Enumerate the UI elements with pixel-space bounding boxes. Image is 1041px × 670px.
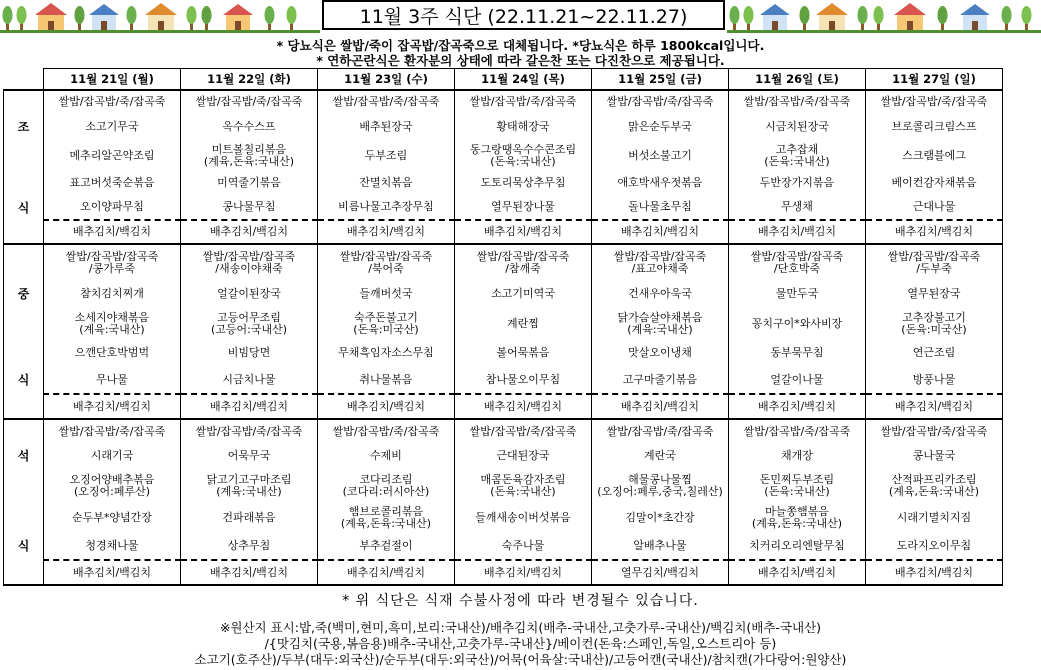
menu-item: 배추김치/백김치 bbox=[181, 560, 318, 585]
menu-item: 상추무침 bbox=[181, 532, 318, 560]
page-title: 11월 3주 식단 (22.11.21~22.11.27) bbox=[322, 0, 725, 30]
menu-item: 볼어묵볶음 bbox=[455, 340, 592, 366]
house-icon bbox=[35, 3, 67, 30]
meal-label-spacer bbox=[4, 394, 44, 419]
breakfast-row bbox=[4, 220, 1003, 244]
menu-item: 열무된장국 bbox=[866, 280, 1003, 308]
menu-item: 애호박새우젓볶음 bbox=[592, 170, 729, 195]
menu-item: 콩나물국 bbox=[866, 443, 1003, 469]
day-header: 11월 27일 (일) bbox=[866, 69, 1003, 91]
menu-item: 참나물오이무침 bbox=[455, 366, 592, 394]
menu-item: 순두부*양념간장 bbox=[44, 503, 181, 532]
menu-item: 쌀밥/잡곡밥/죽/잡곡죽 bbox=[318, 419, 455, 443]
dinner-row bbox=[4, 469, 1003, 503]
lunch-row bbox=[4, 280, 1003, 308]
menu-item: 들깨버섯국 bbox=[318, 280, 455, 308]
village-banner-right bbox=[727, 0, 1041, 36]
breakfast-row bbox=[4, 195, 1003, 220]
menu-item: 무나물 bbox=[44, 366, 181, 394]
menu-item: 배추김치/백김치 bbox=[729, 394, 866, 419]
menu-item: 시래기국 bbox=[44, 443, 181, 469]
menu-item: 배추김치/백김치 bbox=[318, 394, 455, 419]
tree-icon bbox=[744, 6, 754, 30]
menu-item: 오징어양배추볶음 (오징어:페루산) bbox=[44, 469, 181, 503]
tree-icon bbox=[800, 6, 810, 30]
tree-icon bbox=[287, 6, 297, 30]
menu-item: 도토리묵상추무침 bbox=[455, 170, 592, 195]
menu-item: 배추김치/백김치 bbox=[729, 560, 866, 585]
menu-item: 쌀밥/잡곡밥/죽/잡곡죽 bbox=[866, 90, 1003, 112]
menu-item: 동부묵무침 bbox=[729, 340, 866, 366]
menu-item: 맛살오이냉채 bbox=[592, 340, 729, 366]
tree-icon bbox=[874, 6, 884, 30]
meal-label-spacer bbox=[4, 560, 44, 585]
menu-item: 쌀밥/잡곡밥/죽/잡곡죽 bbox=[455, 419, 592, 443]
menu-item: 채개장 bbox=[729, 443, 866, 469]
lunch-row bbox=[4, 394, 1003, 419]
dinner-row bbox=[4, 443, 1003, 469]
menu-item: 부추겉절이 bbox=[318, 532, 455, 560]
menu-item: 잔멸치볶음 bbox=[318, 170, 455, 195]
day-header: 11월 26일 (토) bbox=[729, 69, 866, 91]
menu-item: 배추김치/백김치 bbox=[318, 220, 455, 244]
notice-diabetic: * 당뇨식은 쌀밥/죽이 잡곡밥/잡곡죽으로 대체됩니다. *당뇨식은 하루 1800kcal입니다. bbox=[276, 38, 765, 53]
meal-label-spacer bbox=[4, 170, 44, 195]
menu-item: 닭가슴살야채볶음 (계육:국내산) bbox=[592, 308, 729, 340]
menu-item: 동그랑땡옥수수콘조림 (돈육:국내산) bbox=[455, 141, 592, 170]
menu-item: 브로콜리크림스프 bbox=[866, 112, 1003, 141]
meal-label-spacer bbox=[4, 308, 44, 340]
menu-item: 취나물볶음 bbox=[318, 366, 455, 394]
menu-item: 배추김치/백김치 bbox=[455, 220, 592, 244]
menu-item: 배추김치/백김치 bbox=[181, 220, 318, 244]
menu-item: 시금치된장국 bbox=[729, 112, 866, 141]
menu-item: 돈민찌두부조림 (돈육:국내산) bbox=[729, 469, 866, 503]
tree-icon bbox=[202, 6, 212, 30]
menu-item: 오이양파무침 bbox=[44, 195, 181, 220]
menu-item: 햄브로콜리볶음 (계육,돈육:국내산) bbox=[318, 503, 455, 532]
menu-item: 연근조림 bbox=[866, 340, 1003, 366]
meal-label-spacer bbox=[4, 244, 44, 280]
house-icon bbox=[145, 3, 177, 30]
tree-icon bbox=[265, 6, 275, 30]
menu-item: 쌀밥/잡곡밥/잡곡죽 /표고야채죽 bbox=[592, 244, 729, 280]
day-header: 11월 23일 (수) bbox=[318, 69, 455, 91]
menu-item: 미역줄기볶음 bbox=[181, 170, 318, 195]
menu-item: 마늘쫑햄볶음 (계육,돈육:국내산) bbox=[729, 503, 866, 532]
menu-item: 도라지오이무침 bbox=[866, 532, 1003, 560]
weekly-menu-table bbox=[3, 68, 1003, 586]
menu-item: 어묵무국 bbox=[181, 443, 318, 469]
menu-item: 쌀밥/잡곡밥/잡곡죽 /새송이야채죽 bbox=[181, 244, 318, 280]
menu-item: 쌀밥/잡곡밥/잡곡죽 /참깨죽 bbox=[455, 244, 592, 280]
breakfast-row bbox=[4, 112, 1003, 141]
lunch-row bbox=[4, 366, 1003, 394]
day-header: 11월 22일 (화) bbox=[181, 69, 318, 91]
menu-item: 배추김치/백김치 bbox=[866, 220, 1003, 244]
menu-item: 배추김치/백김치 bbox=[455, 560, 592, 585]
meal-label-spacer bbox=[4, 503, 44, 532]
lunch-row bbox=[4, 340, 1003, 366]
menu-item: 무채흑임자소스무침 bbox=[318, 340, 455, 366]
meal-label-top: 조 bbox=[4, 112, 44, 141]
day-header: 11월 21일 (월) bbox=[44, 69, 181, 91]
menu-item: 알배추나물 bbox=[592, 532, 729, 560]
village-banner-left bbox=[0, 0, 320, 36]
menu-item: 시금치나물 bbox=[181, 366, 318, 394]
house-icon bbox=[894, 3, 926, 30]
menu-item: 시래기멸치지짐 bbox=[866, 503, 1003, 532]
menu-item: 비름나물고추장무침 bbox=[318, 195, 455, 220]
menu-item: 소고기무국 bbox=[44, 112, 181, 141]
menu-item: 스크램블에그 bbox=[866, 141, 1003, 170]
origin-line: /{맛김치(국용,볶음용)배추-국내산,고춧가루-국내산}/베이컨(돈육:스페인,독일,오스트리아 등) bbox=[264, 636, 777, 651]
menu-item: 숙주돈불고기 (돈육:미국산) bbox=[318, 308, 455, 340]
menu-item: 쌀밥/잡곡밥/죽/잡곡죽 bbox=[318, 90, 455, 112]
menu-item: 방풍나물 bbox=[866, 366, 1003, 394]
menu-item: 메추리알곤약조림 bbox=[44, 141, 181, 170]
meal-label-spacer bbox=[4, 90, 44, 112]
menu-item: 숙주나물 bbox=[455, 532, 592, 560]
origin-line: ※원산지 표시:밥,죽(백미,현미,흑미,보리:국내산)/배추김치(배추-국내산,고춧가루-국내산)/백김치(배추-국내산) bbox=[219, 620, 822, 635]
menu-item: 건새우아욱국 bbox=[592, 280, 729, 308]
tree-icon bbox=[75, 6, 85, 30]
meal-label-bottom: 식 bbox=[4, 366, 44, 394]
meal-label-top: 석 bbox=[4, 443, 44, 469]
menu-item: 배추김치/백김치 bbox=[866, 560, 1003, 585]
menu-item: 두반장가지볶음 bbox=[729, 170, 866, 195]
menu-item: 황태해장국 bbox=[455, 112, 592, 141]
day-header-row bbox=[4, 69, 1003, 91]
menu-item: 코다리조림 (코다리:러시아산) bbox=[318, 469, 455, 503]
menu-item: 표고버섯죽순볶음 bbox=[44, 170, 181, 195]
menu-item: 수제비 bbox=[318, 443, 455, 469]
menu-item: 배추김치/백김치 bbox=[181, 394, 318, 419]
menu-item: 근대나물 bbox=[866, 195, 1003, 220]
menu-item: 쌀밥/잡곡밥/잡곡죽 /북어죽 bbox=[318, 244, 455, 280]
tree-icon bbox=[1002, 6, 1012, 30]
tree-icon bbox=[17, 6, 27, 30]
meal-label-spacer bbox=[4, 469, 44, 503]
menu-item: 열무김치/백김치 bbox=[592, 560, 729, 585]
tree-icon bbox=[187, 6, 197, 30]
house-icon bbox=[760, 4, 790, 30]
house-icon bbox=[960, 4, 990, 30]
menu-item: 배추김치/백김치 bbox=[44, 220, 181, 244]
house-icon bbox=[816, 3, 848, 30]
menu-item: 배추김치/백김치 bbox=[866, 394, 1003, 419]
menu-item: 쌀밥/잡곡밥/죽/잡곡죽 bbox=[592, 419, 729, 443]
menu-item: 매콤돈육감자조림 (돈육:국내산) bbox=[455, 469, 592, 503]
menu-item: 쌀밥/잡곡밥/죽/잡곡죽 bbox=[729, 419, 866, 443]
menu-item: 계란찜 bbox=[455, 308, 592, 340]
menu-item: 물만두국 bbox=[729, 280, 866, 308]
menu-item: 고추잡채 (돈육:국내산) bbox=[729, 141, 866, 170]
menu-item: 꽁치구이*와사비장 bbox=[729, 308, 866, 340]
meal-label-top: 중 bbox=[4, 280, 44, 308]
lunch-row bbox=[4, 308, 1003, 340]
meal-label-spacer bbox=[4, 340, 44, 366]
day-header: 11월 25일 (금) bbox=[592, 69, 729, 91]
menu-item: 청경채나물 bbox=[44, 532, 181, 560]
menu-item: 배추김치/백김치 bbox=[729, 220, 866, 244]
menu-item: 배추김치/백김치 bbox=[44, 394, 181, 419]
dinner-row bbox=[4, 532, 1003, 560]
menu-item: 무생채 bbox=[729, 195, 866, 220]
menu-item: 치커리오리엔탈무침 bbox=[729, 532, 866, 560]
menu-item: 쌀밥/잡곡밥/죽/잡곡죽 bbox=[181, 90, 318, 112]
breakfast-row bbox=[4, 90, 1003, 112]
tree-icon bbox=[127, 6, 137, 30]
menu-item: 근대된장국 bbox=[455, 443, 592, 469]
tree-icon bbox=[938, 6, 948, 30]
menu-item: 쌀밥/잡곡밥/잡곡죽 /두부죽 bbox=[866, 244, 1003, 280]
menu-item: 쌀밥/잡곡밥/죽/잡곡죽 bbox=[729, 90, 866, 112]
day-header: 11월 24일 (목) bbox=[455, 69, 592, 91]
menu-item: 쌀밥/잡곡밥/죽/잡곡죽 bbox=[455, 90, 592, 112]
tree-icon bbox=[858, 6, 868, 30]
menu-item: 쌀밥/잡곡밥/죽/잡곡죽 bbox=[44, 419, 181, 443]
house-icon bbox=[223, 4, 253, 30]
menu-item: 얼갈이나물 bbox=[729, 366, 866, 394]
menu-item: 미트볼칠리볶음 (계육,돈육:국내산) bbox=[181, 141, 318, 170]
meal-label-spacer bbox=[4, 141, 44, 170]
menu-item: 고추장불고기 (돈육:미국산) bbox=[866, 308, 1003, 340]
menu-item: 콩나물무침 bbox=[181, 195, 318, 220]
menu-item: 소세지야채볶음 (계육:국내산) bbox=[44, 308, 181, 340]
notice-dysphagia: * 연하곤란식은 환자분의 상태에 따라 갈은찬 또는 다진찬으로 제공됩니다. bbox=[316, 53, 725, 68]
change-notice: * 위 식단은 식재 수불사정에 따라 변경될수 있습니다. bbox=[342, 593, 699, 609]
tree-icon bbox=[730, 6, 740, 30]
menu-item: 김말이*초간장 bbox=[592, 503, 729, 532]
menu-item: 고구마줄기볶음 bbox=[592, 366, 729, 394]
origin-line: 소고기(호주산)/두부(대두:외국산)/순두부(대두:외국산)/어묵(어육살:국내산)/고등어캔(국내산)/참치캔(가다랑어:원양산) bbox=[194, 652, 847, 667]
menu-item: 맑은순두부국 bbox=[592, 112, 729, 141]
breakfast-row bbox=[4, 141, 1003, 170]
menu-item: 소고기미역국 bbox=[455, 280, 592, 308]
menu-item: 얼갈이된장국 bbox=[181, 280, 318, 308]
menu-item: 고등어무조림 (고등어:국내산) bbox=[181, 308, 318, 340]
menu-item: 쌀밥/잡곡밥/죽/잡곡죽 bbox=[181, 419, 318, 443]
menu-item: 으깬단호박범벅 bbox=[44, 340, 181, 366]
tree-icon bbox=[3, 6, 13, 30]
menu-item: 해물콩나물찜 (오징어:페루,중국,칠레산) bbox=[592, 469, 729, 503]
dinner-row bbox=[4, 503, 1003, 532]
menu-item: 닭고기고구마조림 (계육:국내산) bbox=[181, 469, 318, 503]
menu-item: 배추김치/백김치 bbox=[44, 560, 181, 585]
lunch-row bbox=[4, 244, 1003, 280]
meal-label-bottom: 식 bbox=[4, 532, 44, 560]
menu-item: 배추김치/백김치 bbox=[592, 220, 729, 244]
menu-item: 쌀밥/잡곡밥/죽/잡곡죽 bbox=[44, 90, 181, 112]
menu-item: 쌀밥/잡곡밥/잡곡죽 /콩가루죽 bbox=[44, 244, 181, 280]
meal-label-spacer bbox=[4, 419, 44, 443]
menu-item: 비빔당면 bbox=[181, 340, 318, 366]
menu-item: 참치김치찌개 bbox=[44, 280, 181, 308]
corner-cell bbox=[4, 69, 44, 91]
menu-item: 배추김치/백김치 bbox=[318, 560, 455, 585]
menu-item: 배추김치/백김치 bbox=[455, 394, 592, 419]
menu-item: 옥수수스프 bbox=[181, 112, 318, 141]
menu-item: 계란국 bbox=[592, 443, 729, 469]
dinner-row bbox=[4, 419, 1003, 443]
menu-item: 쌀밥/잡곡밥/잡곡죽 /단호박죽 bbox=[729, 244, 866, 280]
meal-label-spacer bbox=[4, 220, 44, 244]
house-icon bbox=[89, 4, 119, 30]
menu-item: 돌나물초무침 bbox=[592, 195, 729, 220]
tree-icon bbox=[1022, 6, 1032, 30]
menu-item: 산적파프리카조림 (계육,돈육:국내산) bbox=[866, 469, 1003, 503]
menu-item: 배추된장국 bbox=[318, 112, 455, 141]
menu-item: 쌀밥/잡곡밥/죽/잡곡죽 bbox=[866, 419, 1003, 443]
breakfast-row bbox=[4, 170, 1003, 195]
menu-item: 쌀밥/잡곡밥/죽/잡곡죽 bbox=[592, 90, 729, 112]
menu-item: 버섯소불고기 bbox=[592, 141, 729, 170]
menu-item: 들깨새송이버섯볶음 bbox=[455, 503, 592, 532]
menu-item: 베이컨감자채볶음 bbox=[866, 170, 1003, 195]
menu-item: 열무된장나물 bbox=[455, 195, 592, 220]
meal-label-bottom: 식 bbox=[4, 195, 44, 220]
menu-item: 배추김치/백김치 bbox=[592, 394, 729, 419]
menu-item: 두부조림 bbox=[318, 141, 455, 170]
menu-item: 건파래볶음 bbox=[181, 503, 318, 532]
dinner-row bbox=[4, 560, 1003, 585]
